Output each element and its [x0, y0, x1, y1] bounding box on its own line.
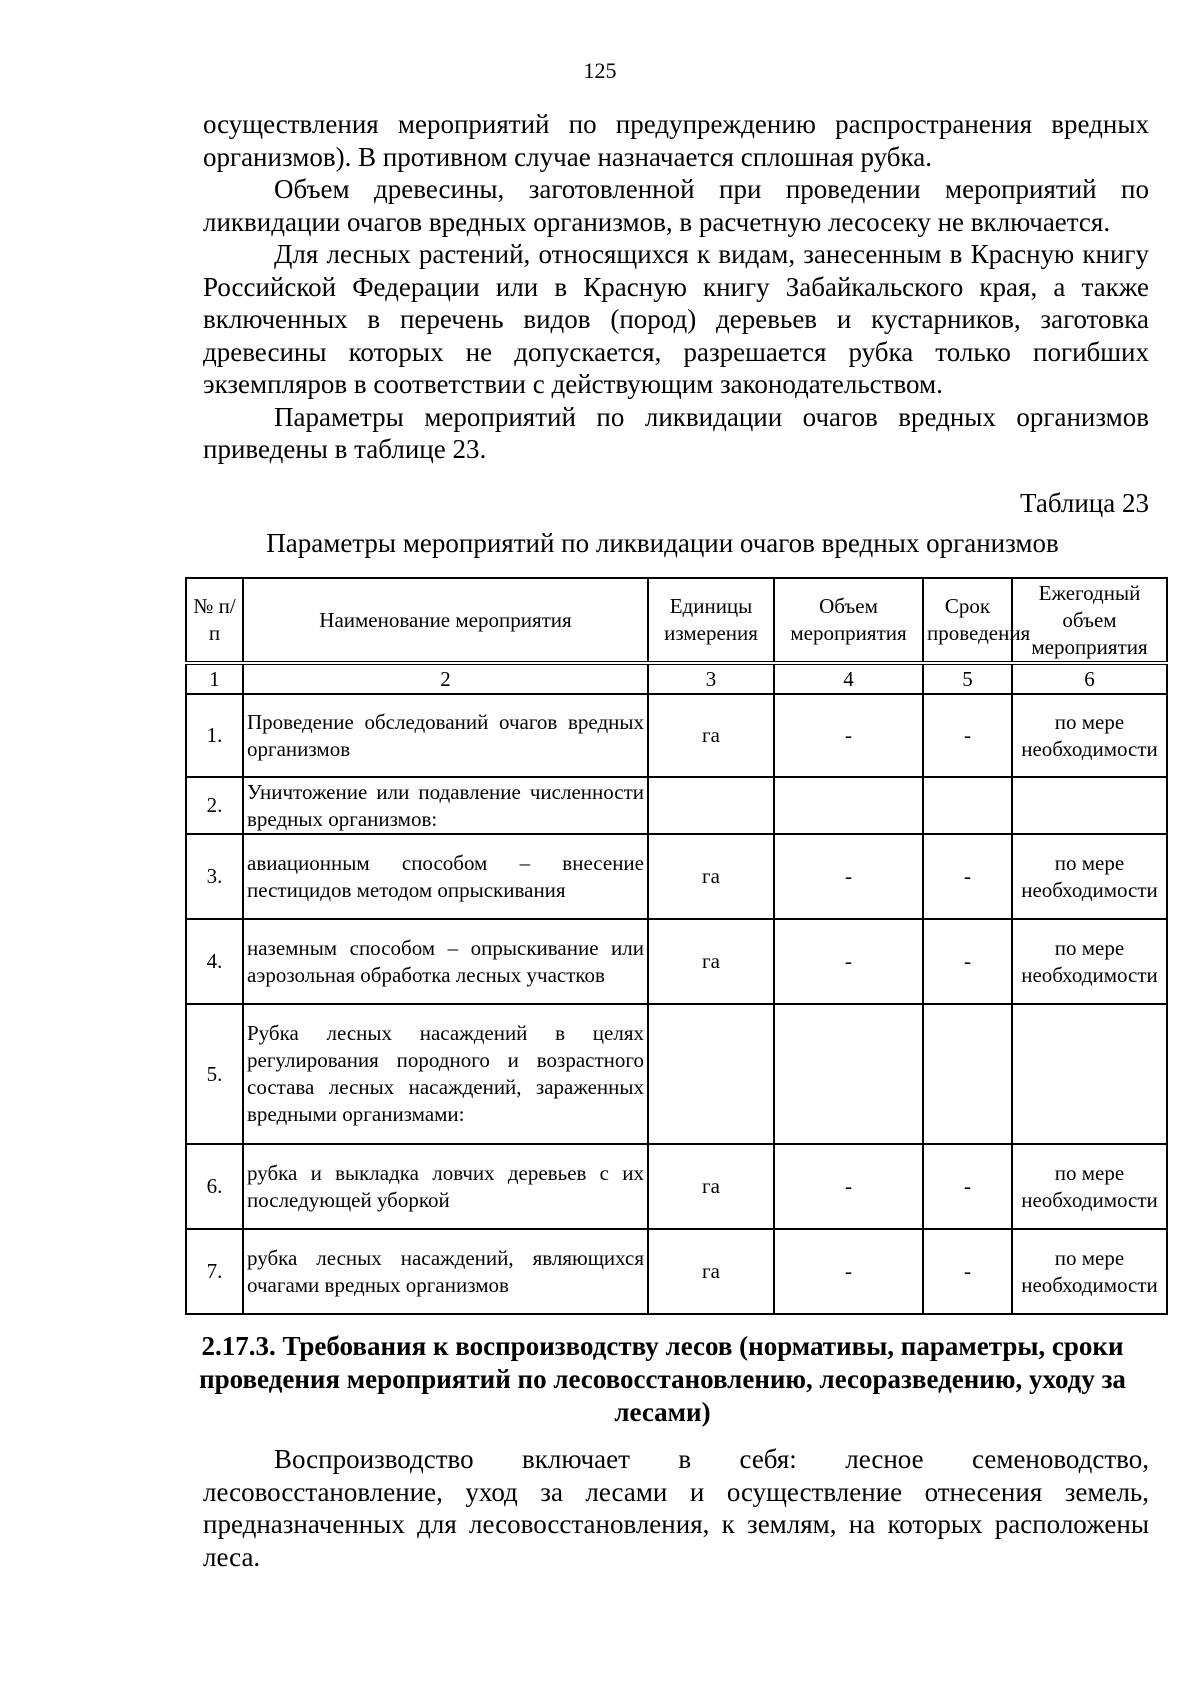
section-heading: 2.17.3. Требования к воспроизводству лесов (нормативы, параметры, сроки проведения мероприятий по лесовосстановлению, лесоразведению, уходу за лесами) — [199, 1331, 1126, 1427]
table-row — [186, 1004, 1167, 1144]
header-cell: Наименование мероприятия — [243, 578, 648, 663]
row-number: 4. — [186, 919, 243, 1004]
header-cell: Срок проведения — [923, 578, 1012, 663]
page-number: 125 — [583, 58, 617, 83]
volume-cell — [774, 1004, 923, 1144]
header-cell: Объем мероприятия — [774, 578, 923, 663]
table-row — [186, 1144, 1167, 1229]
table-row — [186, 834, 1167, 919]
unit-cell — [648, 777, 774, 834]
activity-name: рубка лесных насаждений, являющихся очагами вредных организмов — [243, 1229, 648, 1314]
volume-cell: - — [774, 1144, 923, 1229]
volume-cell — [774, 777, 923, 834]
term-cell — [923, 1004, 1012, 1144]
table-row — [186, 777, 1167, 834]
term-cell: - — [923, 694, 1012, 777]
header-cell: № п/п — [186, 578, 243, 663]
activity-name: Уничтожение или подавление численности вредных организмов: — [243, 777, 648, 834]
column-number-cell: 4 — [774, 663, 923, 694]
activity-name: Проведение обследований очагов вредных организмов — [243, 694, 648, 777]
unit-cell — [648, 1004, 774, 1144]
annual-volume-cell — [1012, 777, 1167, 834]
term-cell: - — [923, 834, 1012, 919]
parameters-table — [185, 577, 1168, 1315]
table-number: Таблица 23 — [1020, 488, 1149, 518]
paragraph: Воспроизводство включает в себя: лесное семеноводство, лесовосстановление, уход за лесами и осуществление отнесения земель, предназначенных для лесовосстановления, к землям, на которых расположены леса. — [203, 1444, 1149, 1572]
volume-cell: - — [774, 834, 923, 919]
unit-cell: га — [648, 919, 774, 1004]
paragraph: Для лесных растений, относящихся к видам, занесенным в Красную книгу Российской Федерации или в Красную книгу Забайкальского края, а также включенных в перечень видов (пород) деревьев и кустарников, заготовка древесины которых не допускается, разрешается рубка только погибших экземпляров в соответствии с действующим законодательством. — [203, 239, 1149, 399]
row-number: 5. — [186, 1004, 243, 1144]
column-number-row — [186, 663, 1167, 694]
unit-cell: га — [648, 834, 774, 919]
column-number-cell: 6 — [1012, 663, 1167, 694]
row-number: 2. — [186, 777, 243, 834]
header-cell: Единицы измерения — [648, 578, 774, 663]
intro-text — [203, 108, 1149, 466]
activity-name: рубка и выкладка ловчих деревьев с их последующей уборкой — [243, 1144, 648, 1229]
row-number: 1. — [186, 694, 243, 777]
column-number-cell: 1 — [186, 663, 243, 694]
table-caption: Параметры мероприятий по ликвидации очагов вредных организмов — [266, 528, 1059, 558]
column-number-cell: 2 — [243, 663, 648, 694]
annual-volume-cell: по мере необходимости — [1012, 919, 1167, 1004]
paragraph: Параметры мероприятий по ликвидации очагов вредных организмов приведены в таблице 23. — [203, 401, 1149, 464]
annual-volume-cell: по мере необходимости — [1012, 694, 1167, 777]
annual-volume-cell: по мере необходимости — [1012, 1229, 1167, 1314]
term-cell — [923, 777, 1012, 834]
annual-volume-cell: по мере необходимости — [1012, 1144, 1167, 1229]
annual-volume-cell: по мере необходимости — [1012, 834, 1167, 919]
column-number-cell: 5 — [923, 663, 1012, 694]
table-row — [186, 919, 1167, 1004]
header-cell: Ежегодный объем мероприятия — [1012, 578, 1167, 663]
paragraph: Объем древесины, заготовленной при проведении мероприятий по ликвидации очагов вредных организмов, в расчетную лесосеку не включается. — [203, 174, 1149, 237]
term-cell: - — [923, 919, 1012, 1004]
row-number: 3. — [186, 834, 243, 919]
term-cell: - — [923, 1229, 1012, 1314]
term-cell: - — [923, 1144, 1012, 1229]
unit-cell: га — [648, 1229, 774, 1314]
unit-cell: га — [648, 1144, 774, 1229]
table-row — [186, 694, 1167, 777]
table-row — [186, 1229, 1167, 1314]
activity-name: наземным способом – опрыскивание или аэрозольная обработка лесных участков — [243, 919, 648, 1004]
volume-cell: - — [774, 694, 923, 777]
volume-cell: - — [774, 919, 923, 1004]
volume-cell: - — [774, 1229, 923, 1314]
row-number: 6. — [186, 1144, 243, 1229]
paragraph: осуществления мероприятий по предупреждению распространения вредных организмов). В противном случае назначается сплошная рубка. — [203, 109, 1149, 172]
annual-volume-cell — [1012, 1004, 1167, 1144]
activity-name: авиационным способом – внесение пестицидов методом опрыскивания — [243, 834, 648, 919]
unit-cell: га — [648, 694, 774, 777]
closing-text — [203, 1443, 1149, 1573]
column-number-cell: 3 — [648, 663, 774, 694]
table-header-row — [186, 578, 1167, 663]
row-number: 7. — [186, 1229, 243, 1314]
activity-name: Рубка лесных насаждений в целях регулирования породного и возрастного состава лесных насаждений, зараженных вредными организмами: — [243, 1004, 648, 1144]
